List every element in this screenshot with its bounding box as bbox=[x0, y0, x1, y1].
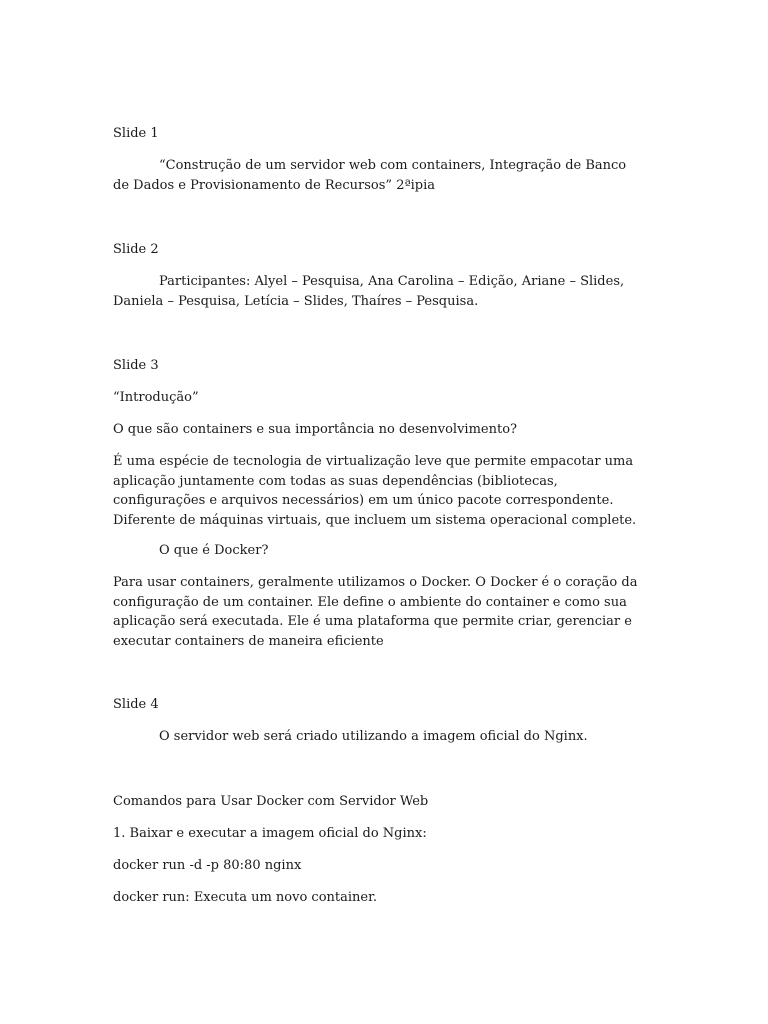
slide3-question-docker: O que é Docker? bbox=[159, 543, 269, 558]
slide3-heading: Slide 3 bbox=[113, 358, 159, 373]
slide4-server-text: O servidor web será criado utilizando a imagem oficial do Nginx. bbox=[159, 729, 588, 744]
slide4-heading: Slide 4 bbox=[113, 697, 159, 712]
slide3-answer-docker: Para usar containers, geralmente utilizamos o Docker. O Docker é o coração da configuração de um container. Ele define o ambiente do container e como sua aplicação será executada. Ele é uma plataforma que permite criar, gerenciar e executar containers de maneira eficiente bbox=[113, 575, 638, 649]
slide3-question-containers: O que são containers e sua importância no desenvolvimento? bbox=[113, 422, 517, 437]
slide1-title: “Construção de um servidor web com containers, Integração de Banco de Dados e Provisionamento de Recursos” 2ªipia bbox=[113, 158, 627, 193]
slide3-intro: “Introdução” bbox=[113, 390, 199, 405]
slide4-command: docker run -d -p 80:80 nginx bbox=[113, 858, 302, 873]
slide4-commands-title: Comandos para Usar Docker com Servidor Web bbox=[113, 794, 429, 809]
slide2-participants: Participantes: Alyel – Pesquisa, Ana Carolina – Edição, Ariane – Slides, Daniela – Pesquisa, Letícia – Slides, Thaíres – Pesquisa. bbox=[113, 274, 625, 309]
slide1-heading: Slide 1 bbox=[113, 126, 159, 141]
slide4-command-desc: docker run: Executa um novo container. bbox=[113, 890, 378, 905]
slide3-answer-containers: É uma espécie de tecnologia de virtualização leve que permite empacotar uma aplicação juntamente com todas as suas dependências (bibliotecas, configurações e arquivos necessários) em um único pacote correspondente. Diferente de máquinas virtuais, que incluem um sistema operacional complete. bbox=[113, 454, 637, 528]
slide4-step1: 1. Baixar e executar a imagem oficial do Nginx: bbox=[113, 826, 427, 841]
slide2-heading: Slide 2 bbox=[113, 242, 159, 257]
